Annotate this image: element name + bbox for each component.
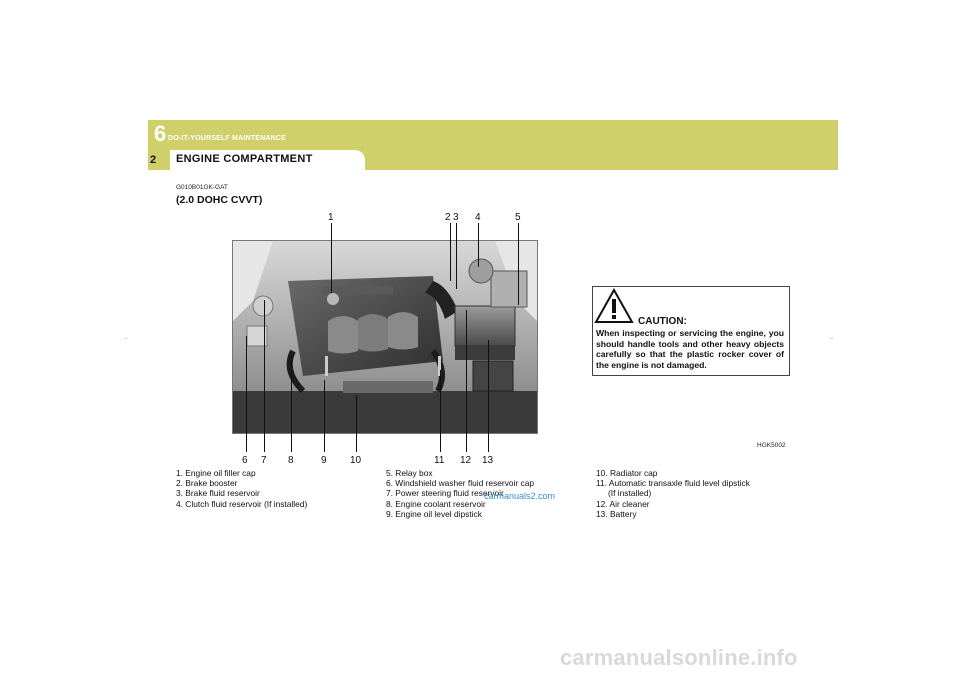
- leader-line-4: [478, 223, 479, 267]
- section-title: ENGINE COMPARTMENT: [176, 153, 313, 165]
- leader-line-10: [356, 395, 357, 452]
- callout-4: 4: [475, 212, 481, 223]
- overlay-watermark: carmanuals2.com: [484, 491, 556, 501]
- caution-text: When inspecting or servicing the engine, you should handle tools and other heavy objects carefully so that the plastic rocker cover of the engine is not damaged.: [596, 328, 784, 370]
- callout-5: 5: [515, 212, 521, 223]
- engine-subtitle: (2.0 DOHC CVVT): [176, 194, 263, 206]
- legend-item: 8. Engine coolant reservoir: [386, 498, 486, 509]
- leader-line-3: [456, 223, 457, 289]
- callout-1: 1: [328, 212, 334, 223]
- callout-6: 6: [242, 455, 248, 466]
- legend-item: 7. Power steering fluid reservoir: [386, 488, 504, 499]
- page-number: 2: [150, 154, 157, 166]
- legend-item: 10. Radiator cap: [596, 468, 658, 478]
- legend-item: 5. Relay box: [386, 468, 433, 478]
- legend-item: 9. Engine oil level dipstick: [386, 508, 482, 519]
- legend-column-1: [176, 468, 307, 509]
- callout-12: 12: [460, 455, 472, 466]
- callout-13: 13: [482, 455, 494, 466]
- margin-tick-left: –: [124, 336, 128, 342]
- callout-3: 3: [453, 212, 459, 223]
- callout-8: 8: [288, 455, 294, 466]
- callout-7: 7: [261, 455, 267, 466]
- leader-line-8: [291, 355, 292, 452]
- leader-line-1: [331, 223, 332, 293]
- engine-compartment-photo: [232, 240, 538, 434]
- document-code: G010B01GK-GAT: [176, 184, 228, 191]
- margin-tick-right: –: [830, 336, 834, 342]
- leader-line-9: [324, 380, 325, 452]
- legend-item: 4. Clutch fluid reservoir (If installed): [176, 498, 308, 509]
- legend-item: 6. Windshield washer fluid reservoir cap: [386, 478, 535, 489]
- leader-line-13: [488, 340, 489, 452]
- legend-item: 2. Brake booster: [176, 478, 238, 489]
- leader-line-7: [264, 300, 265, 452]
- callout-11: 11: [434, 455, 445, 466]
- callout-2: 2: [445, 212, 451, 223]
- callout-10: 10: [350, 455, 362, 466]
- chapter-number: 6: [154, 121, 167, 146]
- legend-item: 3. Brake fluid reservoir: [176, 488, 260, 499]
- legend-item: 1. Engine oil filler cap: [176, 468, 256, 478]
- legend-item: 11. Automatic transaxle fluid level dipstick: [596, 478, 750, 489]
- image-code: HGK5002: [757, 442, 786, 449]
- warning-triangle-icon: [594, 288, 634, 324]
- footer-watermark: carmanualsonline.info: [560, 645, 798, 670]
- engine-illustration: [233, 241, 537, 433]
- caution-title: CAUTION:: [638, 316, 687, 327]
- callout-9: 9: [321, 455, 327, 466]
- leader-line-2: [450, 223, 451, 281]
- leader-line-6: [246, 336, 247, 452]
- legend-column-3: [596, 468, 750, 519]
- legend-item: 13. Battery: [596, 508, 637, 519]
- leader-line-5: [518, 223, 519, 305]
- leader-line-12: [466, 310, 467, 452]
- chapter-title: DO-IT-YOURSELF MAINTENANCE: [168, 135, 286, 142]
- leader-line-11: [440, 370, 441, 452]
- legend-item: 12. Air cleaner: [596, 498, 650, 509]
- legend-item-continuation: (If installed): [608, 488, 652, 499]
